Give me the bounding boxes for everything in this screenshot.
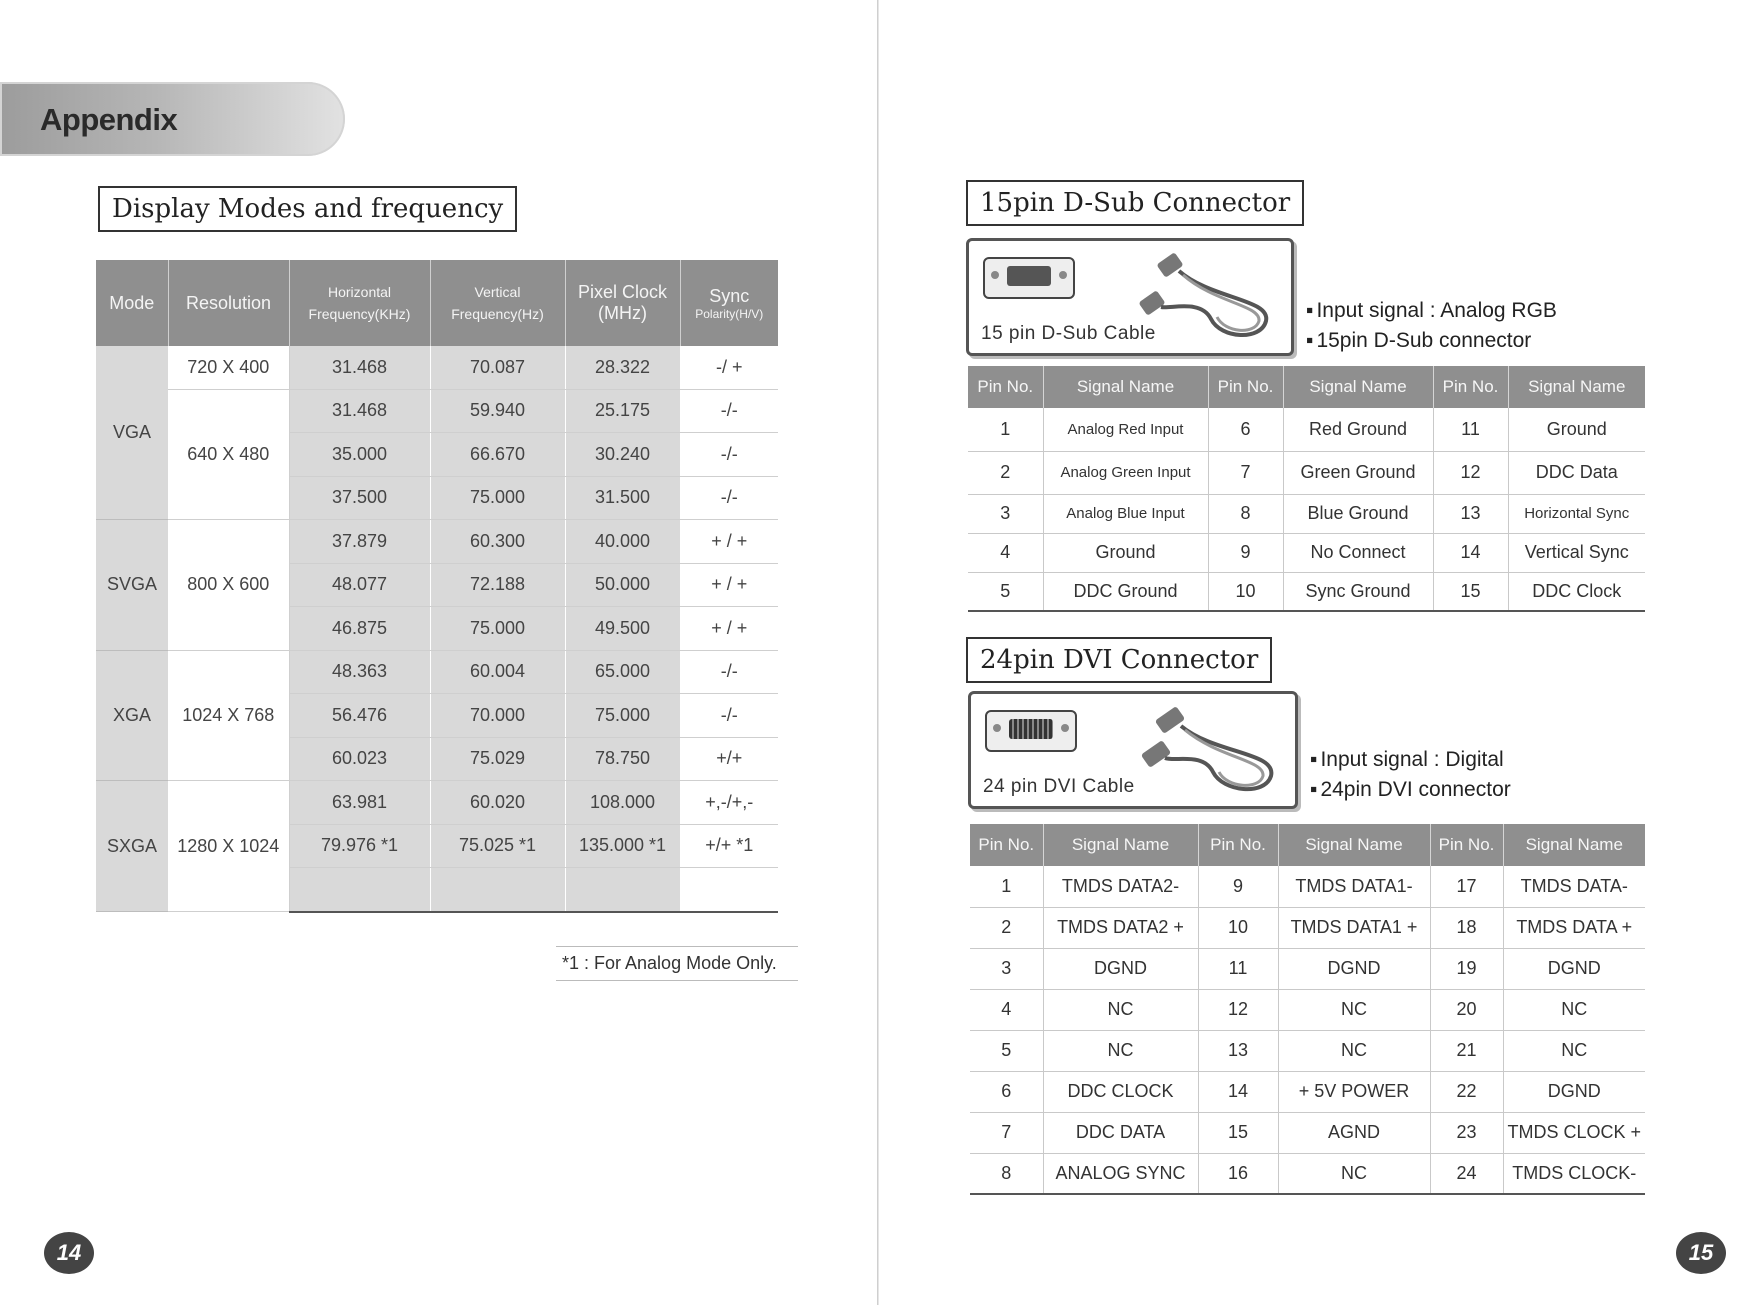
header-sync: [680, 260, 778, 346]
header-sync-line2: Polarity(H/V): [695, 306, 764, 321]
signal-cell: TMDS DATA1-: [1278, 866, 1430, 907]
vfreq-cell: 70.000: [430, 694, 565, 738]
signal-cell: DDC Data: [1508, 451, 1645, 494]
signal-cell: + 5V POWER: [1278, 1071, 1430, 1112]
pin-cell: 21: [1430, 1030, 1503, 1071]
pin-cell: 15: [1433, 572, 1508, 611]
sync-cell: -/-: [680, 650, 778, 694]
sync-cell: + / +: [680, 563, 778, 607]
header-pixel-clock: [565, 260, 680, 346]
vfreq-cell: 70.087: [430, 346, 565, 389]
dvi-connector-icon: [985, 710, 1077, 752]
signal-cell: Ground: [1043, 533, 1208, 572]
hfreq-cell: 48.077: [289, 563, 430, 607]
page-number: 14: [44, 1232, 94, 1274]
pixel-clock-cell: [565, 868, 680, 912]
pin-cell: 6: [1208, 408, 1283, 451]
table-row: [970, 948, 1645, 989]
pixel-clock-cell: 108.000: [565, 781, 680, 825]
pin-header-row: [968, 366, 1645, 408]
dsub-port-icon: [1007, 266, 1051, 286]
dsub-pin-table: [968, 366, 1645, 612]
header-hfreq: [289, 260, 430, 346]
hfreq-cell: 63.981: [289, 781, 430, 825]
signal-cell: DDC Clock: [1508, 572, 1645, 611]
signal-cell: DDC DATA: [1043, 1112, 1198, 1153]
signal-cell: Analog Blue Input: [1043, 494, 1208, 533]
hfreq-cell: 60.023: [289, 737, 430, 781]
table-row: [970, 1112, 1645, 1153]
signal-cell: NC: [1503, 1030, 1645, 1071]
header-resolution: Resolution: [168, 260, 289, 346]
pixel-clock-cell: 40.000: [565, 520, 680, 564]
sync-cell: + / +: [680, 607, 778, 651]
dvi-title: 24pin DVI Connector: [966, 637, 1272, 683]
pixel-clock-cell: 30.240: [565, 433, 680, 477]
screw-hole-icon: [991, 271, 999, 279]
bullet-item: ▪ Input signal : Analog RGB: [1306, 296, 1557, 326]
header-pin-no: Pin No.: [1430, 824, 1503, 866]
vfreq-cell: 75.025 *1: [430, 824, 565, 868]
hfreq-cell: 31.468: [289, 389, 430, 433]
signal-cell: No Connect: [1283, 533, 1433, 572]
modes-header-row: [96, 260, 778, 346]
signal-cell: Blue Ground: [1283, 494, 1433, 533]
pin-cell: 12: [1198, 989, 1278, 1030]
signal-cell: NC: [1043, 1030, 1198, 1071]
bullet-item: ▪ Input signal : Digital: [1310, 745, 1511, 775]
dvi-pin-table: [970, 824, 1645, 1195]
pin-cell: 3: [968, 494, 1043, 533]
header-hfreq-line2: Frequency(KHz): [308, 306, 411, 322]
header-sync-line1: Sync: [709, 285, 750, 306]
pixel-clock-cell: 31.500: [565, 476, 680, 520]
table-row: [970, 1030, 1645, 1071]
table-row: [970, 989, 1645, 1030]
signal-cell: NC: [1278, 989, 1430, 1030]
header-mode: Mode: [96, 260, 168, 346]
appendix-tab: [0, 82, 345, 156]
sync-cell: -/-: [680, 389, 778, 433]
sync-cell: -/-: [680, 433, 778, 477]
vfreq-cell: 75.000: [430, 607, 565, 651]
signal-cell: Green Ground: [1283, 451, 1433, 494]
header-signal-name: Signal Name: [1043, 824, 1198, 866]
screw-hole-icon: [993, 724, 1001, 732]
signal-cell: TMDS DATA +: [1503, 907, 1645, 948]
pixel-clock-cell: 25.175: [565, 389, 680, 433]
pin-cell: 23: [1430, 1112, 1503, 1153]
signal-cell: TMDS CLOCK +: [1503, 1112, 1645, 1153]
pin-cell: 1: [970, 866, 1043, 907]
signal-cell: Sync Ground: [1283, 572, 1433, 611]
screw-hole-icon: [1061, 724, 1069, 732]
pin-cell: 12: [1433, 451, 1508, 494]
pin-cell: 10: [1198, 907, 1278, 948]
dvi-port-icon: [1009, 719, 1053, 739]
header-pin-no: Pin No.: [1433, 366, 1508, 408]
pin-cell: 6: [970, 1071, 1043, 1112]
pin-cell: 8: [1208, 494, 1283, 533]
hfreq-cell: [289, 868, 430, 912]
pin-cell: 17: [1430, 866, 1503, 907]
signal-cell: Vertical Sync: [1508, 533, 1645, 572]
sync-cell: -/ +: [680, 346, 778, 389]
pixel-clock-cell: 65.000: [565, 650, 680, 694]
pixel-clock-cell: 49.500: [565, 607, 680, 651]
mode-cell: SXGA: [96, 781, 168, 912]
sync-cell: [680, 868, 778, 912]
bullet-item: ▪ 24pin DVI connector: [1310, 775, 1511, 805]
signal-cell: AGND: [1278, 1112, 1430, 1153]
signal-cell: DGND: [1043, 948, 1198, 989]
pixel-clock-cell: 75.000: [565, 694, 680, 738]
signal-cell: TMDS DATA-: [1503, 866, 1645, 907]
display-modes-table: [96, 260, 778, 913]
mode-cell: XGA: [96, 650, 168, 781]
sync-cell: -/-: [680, 476, 778, 520]
hfreq-cell: 35.000: [289, 433, 430, 477]
hfreq-cell: 31.468: [289, 346, 430, 389]
table-row: [968, 494, 1645, 533]
hfreq-cell: 46.875: [289, 607, 430, 651]
pin-cell: 2: [970, 907, 1043, 948]
table-row: [968, 533, 1645, 572]
pin-cell: 9: [1208, 533, 1283, 572]
pin-cell: 7: [970, 1112, 1043, 1153]
signal-cell: TMDS DATA1 +: [1278, 907, 1430, 948]
dsub-cable-label: 15 pin D-Sub Cable: [981, 323, 1156, 344]
header-pclk-line2: (MHz): [598, 303, 647, 323]
cable-icon: [1135, 702, 1285, 798]
mode-cell: SVGA: [96, 520, 168, 651]
header-pin-no: Pin No.: [1198, 824, 1278, 866]
pin-cell: 3: [970, 948, 1043, 989]
hfreq-cell: 37.879: [289, 520, 430, 564]
pixel-clock-cell: 135.000 *1: [565, 824, 680, 868]
pin-cell: 13: [1433, 494, 1508, 533]
vfreq-cell: [430, 868, 565, 912]
dvi-bullets: [1310, 745, 1511, 805]
footnote: *1 : For Analog Mode Only.: [556, 946, 798, 981]
header-signal-name: Signal Name: [1508, 366, 1645, 408]
dsub-title: 15pin D-Sub Connector: [966, 180, 1304, 226]
pin-cell: 14: [1198, 1071, 1278, 1112]
signal-cell: DDC Ground: [1043, 572, 1208, 611]
sync-cell: +,-/+,-: [680, 781, 778, 825]
header-signal-name: Signal Name: [1503, 824, 1645, 866]
signal-cell: NC: [1278, 1153, 1430, 1194]
table-row: [970, 866, 1645, 907]
header-pin-no: Pin No.: [968, 366, 1043, 408]
sync-cell: -/-: [680, 694, 778, 738]
pin-cell: 11: [1433, 408, 1508, 451]
pin-cell: 11: [1198, 948, 1278, 989]
signal-cell: Analog Red Input: [1043, 408, 1208, 451]
hfreq-cell: 48.363: [289, 650, 430, 694]
header-vfreq: [430, 260, 565, 346]
dvi-cable-box: [968, 691, 1298, 809]
table-row: [96, 781, 778, 825]
signal-cell: NC: [1503, 989, 1645, 1030]
signal-cell: ANALOG SYNC: [1043, 1153, 1198, 1194]
pin-cell: 16: [1198, 1153, 1278, 1194]
signal-cell: DGND: [1503, 948, 1645, 989]
signal-cell: Red Ground: [1283, 408, 1433, 451]
header-vfreq-line1: Vertical: [474, 284, 521, 300]
signal-cell: NC: [1278, 1030, 1430, 1071]
dvi-cable-label: 24 pin DVI Cable: [983, 776, 1135, 797]
vfreq-cell: 66.670: [430, 433, 565, 477]
appendix-label: Appendix: [40, 102, 178, 137]
header-signal-name: Signal Name: [1043, 366, 1208, 408]
pixel-clock-cell: 50.000: [565, 563, 680, 607]
pin-cell: 18: [1430, 907, 1503, 948]
pin-cell: 2: [968, 451, 1043, 494]
pin-cell: 22: [1430, 1071, 1503, 1112]
dsub-connector-icon: [983, 257, 1075, 299]
table-row: [970, 1153, 1645, 1194]
pin-cell: 14: [1433, 533, 1508, 572]
signal-cell: Ground: [1508, 408, 1645, 451]
dsub-cable-box: [966, 238, 1294, 356]
pin-cell: 10: [1208, 572, 1283, 611]
header-hfreq-line1: Horizontal: [327, 284, 392, 300]
resolution-cell: 1280 X 1024: [168, 781, 289, 912]
pin-cell: 7: [1208, 451, 1283, 494]
header-vfreq-line2: Frequency(Hz): [451, 306, 544, 322]
signal-cell: Horizontal Sync: [1508, 494, 1645, 533]
table-row: [96, 346, 778, 389]
table-row: [96, 520, 778, 564]
pin-header-row: [970, 824, 1645, 866]
signal-cell: DGND: [1503, 1071, 1645, 1112]
pin-cell: 4: [968, 533, 1043, 572]
pin-cell: 5: [968, 572, 1043, 611]
pin-cell: 15: [1198, 1112, 1278, 1153]
signal-cell: TMDS DATA2-: [1043, 866, 1198, 907]
dsub-bullets: [1306, 296, 1557, 356]
screw-hole-icon: [1059, 271, 1067, 279]
sync-cell: + / +: [680, 520, 778, 564]
signal-cell: DGND: [1278, 948, 1430, 989]
table-row: [968, 451, 1645, 494]
signal-cell: TMDS DATA2 +: [1043, 907, 1198, 948]
hfreq-cell: 79.976 *1: [289, 824, 430, 868]
mode-cell: VGA: [96, 346, 168, 520]
table-row: [970, 907, 1645, 948]
signal-cell: Analog Green Input: [1043, 451, 1208, 494]
table-row: [970, 1071, 1645, 1112]
table-row: [96, 389, 778, 433]
header-pin-no: Pin No.: [970, 824, 1043, 866]
resolution-cell: 1024 X 768: [168, 650, 289, 781]
page-number: 15: [1676, 1232, 1726, 1274]
pin-cell: 5: [970, 1030, 1043, 1071]
sync-cell: +/+ *1: [680, 824, 778, 868]
resolution-cell: 800 X 600: [168, 520, 289, 651]
pin-cell: 8: [970, 1153, 1043, 1194]
pixel-clock-cell: 28.322: [565, 346, 680, 389]
vfreq-cell: 75.000: [430, 476, 565, 520]
hfreq-cell: 56.476: [289, 694, 430, 738]
resolution-cell: 720 X 400: [168, 346, 289, 389]
header-pclk-line1: Pixel Clock: [577, 282, 668, 302]
vfreq-cell: 60.004: [430, 650, 565, 694]
pixel-clock-cell: 78.750: [565, 737, 680, 781]
bullet-item: ▪ 15pin D-Sub connector: [1306, 326, 1557, 356]
signal-cell: TMDS CLOCK-: [1503, 1153, 1645, 1194]
table-row: [968, 408, 1645, 451]
signal-cell: DDC CLOCK: [1043, 1071, 1198, 1112]
pin-cell: 20: [1430, 989, 1503, 1030]
vfreq-cell: 60.300: [430, 520, 565, 564]
table-row: [968, 572, 1645, 611]
vfreq-cell: 72.188: [430, 563, 565, 607]
header-pin-no: Pin No.: [1208, 366, 1283, 408]
table-row: [96, 650, 778, 694]
header-signal-name: Signal Name: [1283, 366, 1433, 408]
pin-cell: 9: [1198, 866, 1278, 907]
display-modes-title: Display Modes and frequency: [98, 186, 517, 232]
vfreq-cell: 59.940: [430, 389, 565, 433]
pin-cell: 1: [968, 408, 1043, 451]
pin-cell: 24: [1430, 1153, 1503, 1194]
pin-cell: 13: [1198, 1030, 1278, 1071]
vfreq-cell: 60.020: [430, 781, 565, 825]
hfreq-cell: 37.500: [289, 476, 430, 520]
pin-cell: 4: [970, 989, 1043, 1030]
pin-cell: 19: [1430, 948, 1503, 989]
resolution-cell: 640 X 480: [168, 389, 289, 520]
signal-cell: NC: [1043, 989, 1198, 1030]
sync-cell: +/+: [680, 737, 778, 781]
header-signal-name: Signal Name: [1278, 824, 1430, 866]
vfreq-cell: 75.029: [430, 737, 565, 781]
